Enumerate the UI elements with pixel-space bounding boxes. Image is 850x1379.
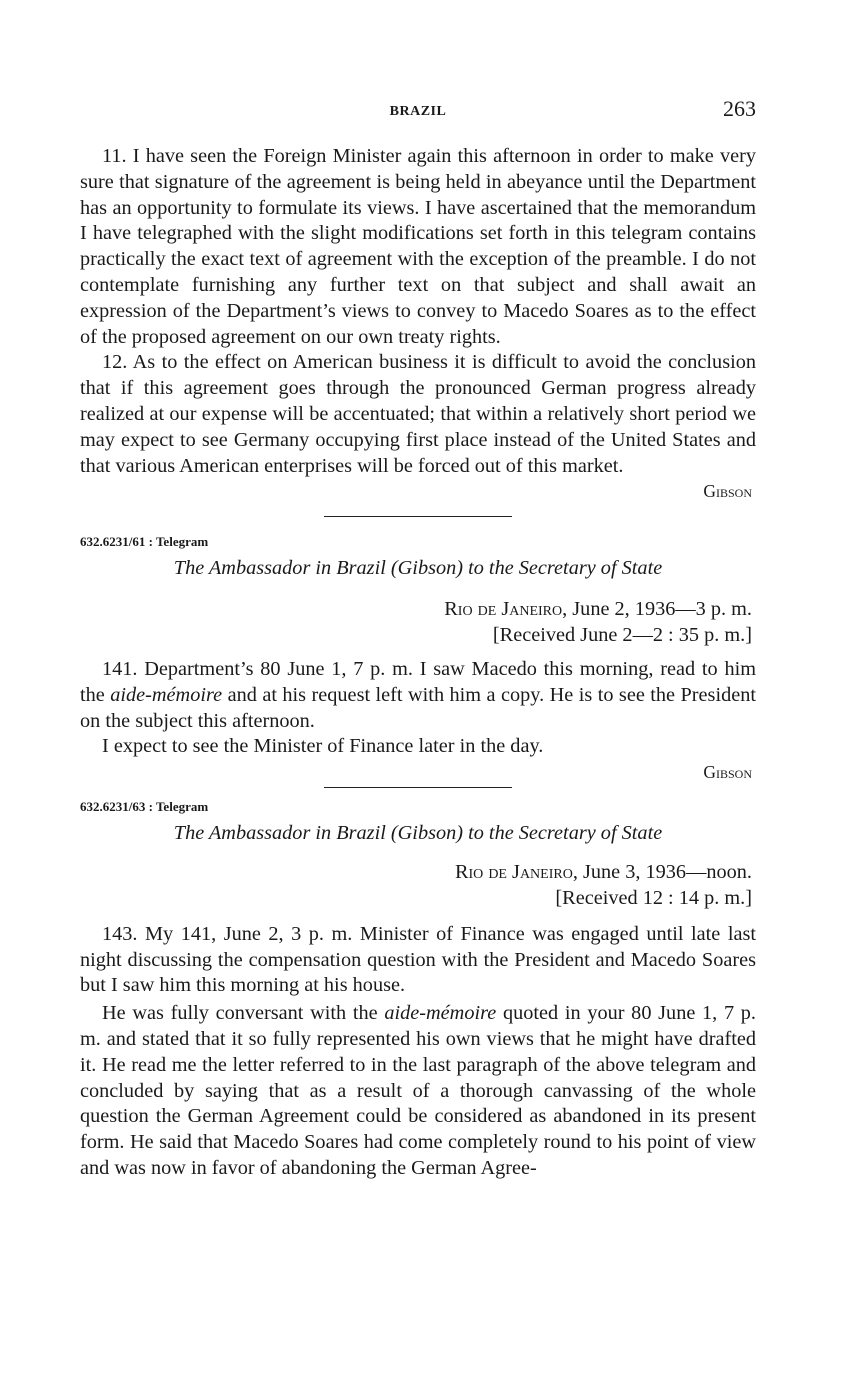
section-divider-1	[324, 516, 512, 517]
running-head: BRAZIL	[389, 104, 447, 119]
file-reference-61: 632.6231/61 : Telegram	[80, 534, 209, 550]
page-body	[80, 144, 756, 1182]
received-line-63: [Received 12 : 14 p. m.]	[555, 886, 752, 909]
dateline-place-61: Rio de Janeiro	[444, 598, 563, 621]
signature-gibson-2: Gibson	[703, 762, 752, 783]
document-title-63: The Ambassador in Brazil (Gibson) to the Secretary of State	[173, 822, 663, 845]
document-title-61: The Ambassador in Brazil (Gibson) to the Secretary of State	[173, 557, 663, 580]
paragraph-141-text-b: and at his request left with him a copy. He is to see the President on the subject this afternoon.	[80, 683, 756, 732]
paragraph-141	[80, 657, 756, 734]
paragraph-141-text-a: 141. Department’s 80 June 1, 7 p. m. I saw Macedo this morning, read to him the	[80, 657, 756, 706]
dateline-61	[80, 597, 756, 623]
received-line-61: [Received June 2—2 : 35 p. m.]	[492, 624, 752, 647]
page-header	[80, 96, 756, 132]
dateline-date-63: , June 3, 1936—noon.	[572, 861, 752, 884]
paragraph-11: 11. I have seen the Foreign Minister again this afternoon in order to make very sure that signature of the agreement is being held in abeyance until the Department has an opportunity to formulate its views. I have ascertained that the memorandum I have telegraphed with the slight modifications set forth in this telegram contains practically the exact text of agreement with the exception of the preamble. I do not contemplate furnishing any further text on that subject and shall await an expression of the Department’s views to convey to Macedo Soares as to the effect of the proposed agreement on our own treaty rights.	[80, 145, 756, 348]
paragraph-conversant-text-a: He was fully conversant with the	[102, 1002, 385, 1025]
paragraph-finance-minister: I expect to see the Minister of Finance later in the day.	[102, 735, 544, 758]
paragraph-143: 143. My 141, June 2, 3 p. m. Minister of Finance was engaged until late last night discussing the compensation question with the President and Macedo Soares but I saw him this morning at his house.	[80, 922, 756, 997]
page-number: 263	[723, 96, 756, 121]
paragraph-conversant	[80, 1001, 756, 1182]
file-reference-63: 632.6231/63 : Telegram	[80, 799, 209, 815]
section-divider-2	[324, 787, 512, 788]
dateline-date-61: , June 2, 1936—3 p. m.	[562, 598, 752, 621]
dateline-place-63: Rio de Janeiro	[454, 861, 573, 884]
signature-gibson-1: Gibson	[703, 481, 752, 502]
aide-memoire-term-1: aide-mémoire	[110, 683, 223, 706]
paragraph-conversant-text-b: quoted in your 80 June 1, 7 p. m. and stated that it so fully represented his own views that he might have drafted it. He read me the letter referred to in the last paragraph of the above telegram and concluded by saying that as a result of a thorough canvassing of the whole question the German Agreement could be considered as abandoned in its present form. He said that Macedo Soares had come completely round to his point of view and was now in favor of abandoning the German Agree-	[80, 1002, 756, 1179]
aide-memoire-term-2: aide-mémoire	[384, 1002, 497, 1025]
paragraph-12: 12. As to the effect on American business it is difficult to avoid the conclusion that if this agreement goes through the pronounced German progress already realized at our expense will be accentuated; that within a relatively short period we may expect to see Germany occupying first place instead of the United States and that various American enterprises will be forced out of this market.	[80, 351, 756, 477]
dateline-63	[80, 860, 756, 886]
